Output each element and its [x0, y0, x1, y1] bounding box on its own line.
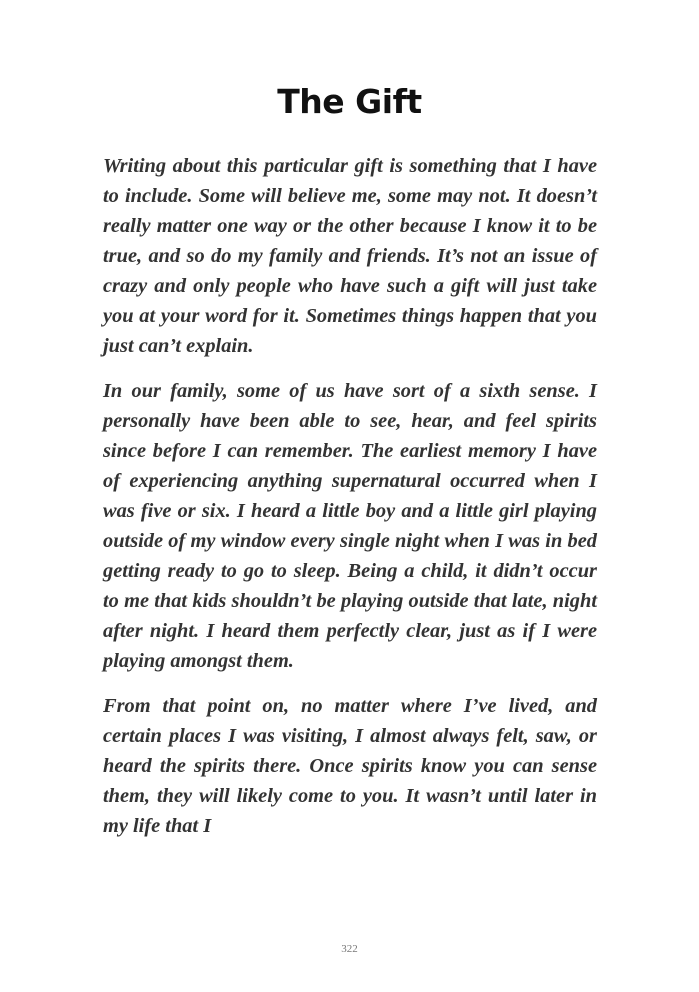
paragraph-3: From that point on, no matter where I’ve lived, and certain places I was visiting, I almost always felt, saw, or heard the spirits there. Once spirits know you can sense them, they will likely come to you. It wasn’t until later in my life that I [103, 695, 597, 837]
paragraph-2: In our family, some of us have sort of a sixth sense. I personally have been able to see, hear, and feel spirits since before I can remember. The earliest memory I have of experiencing anything supernatural occurred when I was five or six. I heard a little boy and a little girl playing outside of my window every single night when I was in bed getting ready to go to sleep. Being a child, it didn’t occur to me that kids shouldn’t be playing outside that late, night after night. I heard them perfectly clear, just as if I were playing amongst them. [103, 380, 597, 672]
page-title: The Gift [277, 82, 422, 121]
paragraph-1: Writing about this particular gift is something that I have to include. Some will believe me, some may not. It doesn’t really matter one way or the other because I know it to be true, and so do my family and friends. It’s not an issue of crazy and only people who have such a gift will just take you at your word for it. Sometimes things happen that you just can’t explain. [103, 155, 597, 357]
body-text [103, 151, 597, 856]
page-number: 322 [341, 943, 358, 955]
